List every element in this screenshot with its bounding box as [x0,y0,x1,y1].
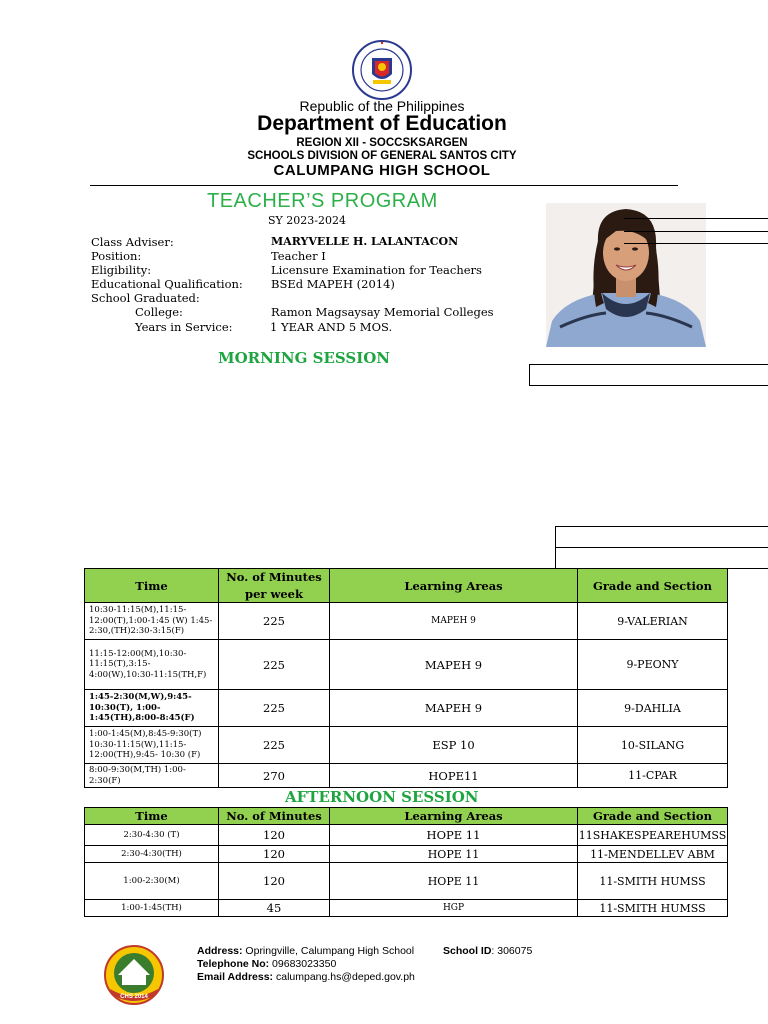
row-minutes: 225 [219,640,330,690]
adviser-value: MARYVELLE H. LALANTACON [271,235,459,248]
row-area: HOPE 11 [330,863,578,900]
table-row [85,846,728,863]
morning-header-areas: Learning Areas [330,569,578,603]
row-time: 11:15-12:00(M),10:30-11:15(T),3:15-4:00(W),10:30-11:15(TH,F) [85,640,219,690]
afternoon-header-areas: Learning Areas [330,808,578,825]
blank-box-3 [555,547,768,569]
afternoon-session-title: AFTERNOON SESSION [285,788,479,806]
table-row [85,764,728,788]
row-time: 1:00-1:45(TH) [85,900,219,917]
table-row [85,640,728,690]
signature-line-3 [624,243,768,244]
row-minutes: 120 [219,846,330,863]
school-logo [104,945,164,1005]
row-section: 11-CPAR [578,764,728,788]
row-section: 11SHAKESPEAREHUMSS [578,825,728,846]
school-year: SY 2023-2024 [268,214,346,227]
row-section: 9-DAHLIA [578,690,728,727]
row-area: MAPEH 9 [330,603,578,640]
row-area: ESP 10 [330,727,578,764]
school-id-value: : 306075 [491,945,533,957]
morning-header-minutes: No. of Minutes per week [219,569,330,603]
table-row [85,727,728,764]
years-value: 1 YEAR AND 5 MOS. [270,320,393,334]
college-label: College: [135,305,183,319]
school-id-label: School ID [443,945,492,957]
row-area: HOPE 11 [330,825,578,846]
graduated-label: School Graduated: [91,291,200,305]
row-time: 1:00-2:30(M) [85,863,219,900]
qualification-label: Educational Qualification: [91,277,243,291]
college-value: Ramon Magsaysay Memorial Colleges [271,305,494,319]
row-time: 1:00-1:45(M),8:45-9:30(T) 10:30-11:15(W),11:15-12:00(TH),9:45- 10:30 (F) [85,727,219,764]
row-section: 10-SILANG [578,727,728,764]
row-time: 2:30-4:30 (T) [85,825,219,846]
deped-seal-logo [346,40,418,100]
program-title: TEACHER’S PROGRAM [207,190,438,212]
morning-header-time: Time [85,569,219,603]
row-time: 2:30-4:30(TH) [85,846,219,863]
teacher-photo [546,203,706,347]
school-heading: CALUMPANG HIGH SCHOOL [273,162,491,179]
signature-line-2 [624,231,768,232]
row-minutes: 225 [219,727,330,764]
qualification-value: BSEd MAPEH (2014) [271,277,395,291]
row-area: HOPE 11 [330,846,578,863]
school-id-line [443,945,532,957]
eligibility-label: Eligibility: [91,263,152,277]
row-section: 11-MENDELLEV ABM [578,846,728,863]
table-row [85,603,728,640]
afternoon-schedule-table [84,807,728,917]
school-logo-text: CHS 2014 [120,994,148,1000]
phone-label: Telephone No: [197,958,270,970]
email-label: Email Address: [197,971,274,983]
row-minutes: 120 [219,863,330,900]
row-minutes: 225 [219,603,330,640]
row-section: 11-SMITH HUMSS [578,900,728,917]
afternoon-header-minutes: No. of Minutes [219,808,330,825]
adviser-label: Class Adviser: [91,235,174,249]
morning-session-title: MORNING SESSION [218,349,391,367]
email-value: calumpang.hs@deped.gov.ph [273,971,415,983]
row-area: HOPE11 [330,764,578,788]
phone-value: 09683023350 [269,958,337,970]
row-section: 11-SMITH HUMSS [578,863,728,900]
row-time: 1:45-2:30(M,W),9:45-10:30(T), 1:00-1:45(TH),8:00-8:45(F) [85,690,219,727]
republic-heading: Republic of the Philippines [299,98,465,114]
department-heading: Department of Education [257,112,507,135]
blank-box-2 [555,526,768,548]
position-label: Position: [91,249,142,263]
years-label: Years in Service: [135,320,233,334]
region-heading: REGION XII - SOCCSKSARGEN [296,137,468,149]
email-line [197,971,415,983]
table-row [85,690,728,727]
phone-line [197,958,336,970]
row-time: 8:00-9:30(M,TH) 1:00-2:30(F) [85,764,219,788]
row-minutes: 45 [219,900,330,917]
morning-header-section: Grade and Section [578,569,728,603]
table-row [85,900,728,917]
signature-line-1 [624,218,768,219]
morning-header-row [85,569,728,603]
afternoon-header-row [85,808,728,825]
morning-schedule-table [84,568,728,788]
address-line [197,945,414,957]
row-minutes: 270 [219,764,330,788]
row-area: MAPEH 9 [330,640,578,690]
table-row [85,825,728,846]
header-divider [90,185,678,186]
table-row [85,863,728,900]
address-value: Opringville, Calumpang High School [242,945,415,957]
address-label: Address: [197,945,243,957]
afternoon-header-time: Time [85,808,219,825]
row-minutes: 120 [219,825,330,846]
row-section: 9-VALERIAN [578,603,728,640]
row-area: MAPEH 9 [330,690,578,727]
row-minutes: 225 [219,690,330,727]
position-value: Teacher I [271,249,326,263]
afternoon-header-section: Grade and Section [578,808,728,825]
blank-box-1 [529,364,768,386]
eligibility-value: Licensure Examination for Teachers [271,263,482,277]
division-heading: SCHOOLS DIVISION OF GENERAL SANTOS CITY [247,150,517,162]
row-time: 10:30-11:15(M),11:15-12:00(T),1:00-1:45 (W) 1:45-2:30,(TH)2:30-3:15(F) [85,603,219,640]
row-section: 9-PEONY [578,640,728,690]
row-area: HGP [330,900,578,917]
